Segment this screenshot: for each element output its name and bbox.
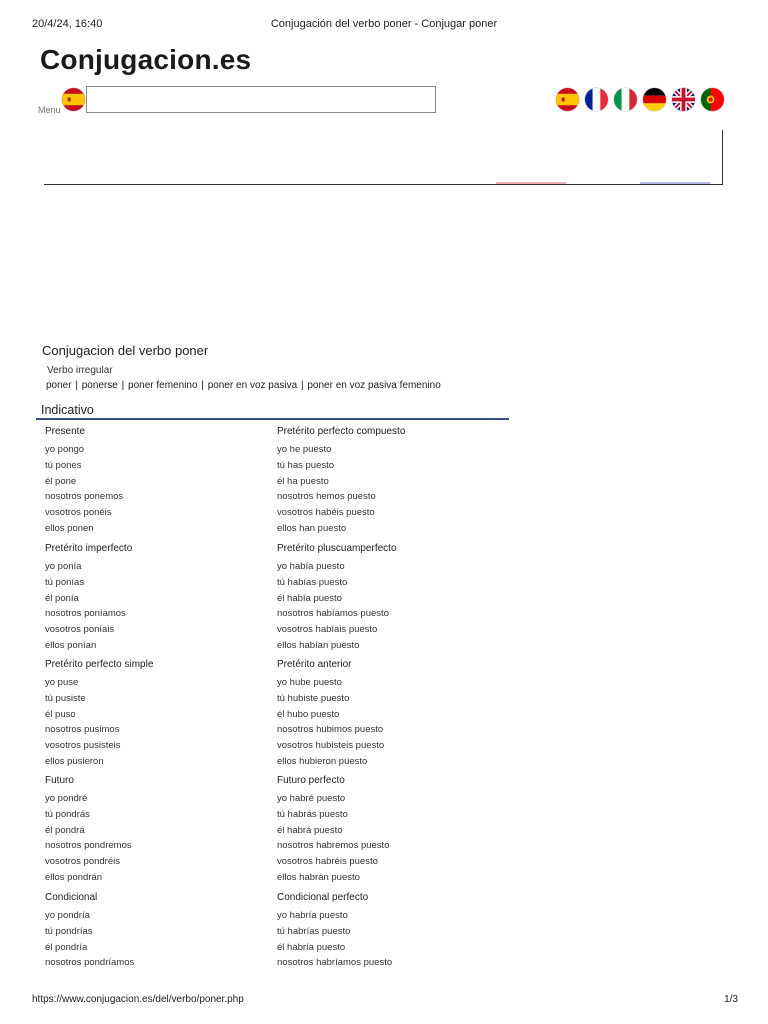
conjugation-form: ellos ponían <box>45 639 97 651</box>
conjugation-form: yo había puesto <box>277 561 345 572</box>
france-flag-icon[interactable] <box>585 88 608 111</box>
conjugation-form: nosotros pondríamos <box>45 957 135 969</box>
conjugation-form: ellos ponen <box>45 522 94 534</box>
link-separator: | <box>118 380 128 391</box>
conjugation-form: él habría puesto <box>277 941 346 953</box>
conjugation-form: tú hubiste puesto <box>277 692 350 704</box>
tense-name: Condicional perfecto <box>277 892 369 903</box>
conjugation-form: él pondría <box>45 941 88 953</box>
print-page-number: 1/3 <box>724 994 738 1005</box>
conjugation-form: tú pusiste <box>45 692 86 704</box>
menu-label[interactable]: Menu <box>38 105 61 115</box>
conjugation-form: él ponía <box>45 592 79 604</box>
tense-block <box>277 891 392 972</box>
ad-divider <box>640 182 710 184</box>
conjugation-form: tú pondrás <box>45 808 90 820</box>
site-logo[interactable]: Conjugacion.es <box>40 44 252 75</box>
tense-block <box>45 542 132 655</box>
tense-name: Pretérito pluscuamperfecto <box>277 543 397 554</box>
conjugation-form: él puso <box>45 708 76 720</box>
conjugation-form: ellos habían puesto <box>277 639 360 651</box>
tense-name: Pretérito imperfecto <box>45 543 133 554</box>
conjugation-form: tú pondrías <box>45 925 93 937</box>
mood-divider <box>36 418 509 420</box>
italy-flag-icon[interactable] <box>614 88 637 111</box>
conjugation-form: nosotros ponemos <box>45 491 124 503</box>
conjugation-form: vosotros pusisteis <box>45 740 121 752</box>
conjugation-form: ellos pondrán <box>45 871 103 883</box>
conjugation-form: vosotros habéis puesto <box>277 507 375 519</box>
tense-block <box>277 425 405 538</box>
conjugation-form: nosotros poníamos <box>45 608 126 620</box>
conjugation-form: tú habrías puesto <box>277 925 351 937</box>
mood-title: Indicativo <box>41 403 94 417</box>
conjugation-form: vosotros habíais puesto <box>277 624 378 636</box>
conjugation-form: él había puesto <box>277 592 342 604</box>
conjugation-form: ellos han puesto <box>277 522 347 534</box>
verb-variant-links <box>46 380 441 391</box>
verb-link-ponerse[interactable]: ponerse <box>81 380 118 391</box>
tense-name: Condicional <box>45 892 98 903</box>
conjugation-form: vosotros habréis puesto <box>277 856 378 868</box>
menu-button[interactable] <box>62 88 85 116</box>
germany-flag-icon[interactable] <box>643 88 666 111</box>
spain-flag-icon <box>62 88 85 111</box>
link-separator: | <box>72 380 81 391</box>
conjugation-form: vosotros pondréis <box>45 856 120 868</box>
conjugation-form: yo habré puesto <box>277 793 346 804</box>
portugal-flag-icon[interactable] <box>701 88 724 111</box>
conjugation-form: él pone <box>45 475 77 487</box>
uk-flag-icon[interactable] <box>672 88 695 111</box>
conjugation-form: yo ponía <box>45 561 82 572</box>
print-datetime: 20/4/24, 16:40 <box>32 18 103 30</box>
conjugation-form: él hubo puesto <box>277 708 340 720</box>
conjugation-form: tú has puesto <box>277 459 335 471</box>
tense-name: Pretérito anterior <box>277 659 352 670</box>
tense-block <box>45 891 134 972</box>
conjugation-form: él ha puesto <box>277 475 329 487</box>
conjugation-form: nosotros hubimos puesto <box>277 724 384 736</box>
verb-link-poner-voz-pasiva-femenino[interactable]: poner en voz pasiva femenino <box>307 380 441 391</box>
tense-block <box>277 774 389 887</box>
conjugation-form: yo habría puesto <box>277 910 348 921</box>
spain-flag-icon[interactable] <box>556 88 579 111</box>
conjugation-form: tú ponías <box>45 576 85 588</box>
conjugation-form: él pondrá <box>45 824 85 836</box>
tense-block <box>45 658 153 771</box>
conjugation-form: yo hube puesto <box>277 677 342 688</box>
verb-link-poner-femenino[interactable]: poner femenino <box>128 380 198 391</box>
conjugation-form: yo pondré <box>45 793 88 804</box>
tense-block <box>277 542 397 655</box>
print-url: https://www.conjugacion.es/del/verbo/poner.php <box>32 994 244 1005</box>
tense-name: Presente <box>45 426 86 437</box>
print-page-title: Conjugación del verbo poner - Conjugar poner <box>270 18 498 30</box>
link-separator: | <box>298 380 307 391</box>
conjugation-form: vosotros ponéis <box>45 507 112 519</box>
conjugation-form: tú pones <box>45 459 82 471</box>
conjugation-form: tú habrás puesto <box>277 808 348 820</box>
conjugation-form: nosotros pusimos <box>45 724 120 736</box>
tense-name: Futuro perfecto <box>277 775 345 786</box>
conjugation-form: vosotros hubisteis puesto <box>277 740 385 752</box>
conjugation-form: yo pondría <box>45 910 90 921</box>
conjugation-form: él habrá puesto <box>277 824 343 836</box>
conjugation-form: yo he puesto <box>277 444 332 455</box>
conjugation-form: yo puse <box>45 677 79 688</box>
conjugation-form: ellos pusieron <box>45 755 104 767</box>
search-input[interactable] <box>86 86 436 113</box>
conjugation-form: ellos hubieron puesto <box>277 755 368 767</box>
conjugation-form: tú habías puesto <box>277 576 348 588</box>
tense-name: Futuro <box>45 775 74 786</box>
link-separator: | <box>198 380 207 391</box>
ad-divider <box>496 182 566 184</box>
conjugation-form: nosotros pondremos <box>45 840 132 852</box>
language-selector <box>556 88 724 111</box>
conjugation-form: nosotros habíamos puesto <box>277 608 389 620</box>
tense-name: Pretérito perfecto simple <box>45 659 154 670</box>
conjugation-form: nosotros habríamos puesto <box>277 957 393 969</box>
conjugation-form: ellos habrán puesto <box>277 871 360 883</box>
conjugation-form: nosotros habremos puesto <box>277 840 390 852</box>
tense-block <box>277 658 384 771</box>
conjugation-form: nosotros hemos puesto <box>277 491 376 503</box>
print-footer <box>32 994 738 1008</box>
ad-frame <box>44 130 723 185</box>
verb-link-poner-voz-pasiva[interactable]: poner en voz pasiva <box>207 380 298 391</box>
verb-link-poner[interactable]: poner <box>46 380 72 391</box>
verb-title: Conjugacion del verbo poner <box>42 343 209 358</box>
print-header <box>32 18 736 32</box>
tense-block <box>45 425 123 538</box>
tense-name: Pretérito perfecto compuesto <box>277 426 406 437</box>
tense-block <box>45 774 132 887</box>
conjugation-form: yo pongo <box>45 444 85 455</box>
conjugation-form: vosotros poníais <box>45 624 115 636</box>
verb-type: Verbo irregular <box>47 365 113 376</box>
